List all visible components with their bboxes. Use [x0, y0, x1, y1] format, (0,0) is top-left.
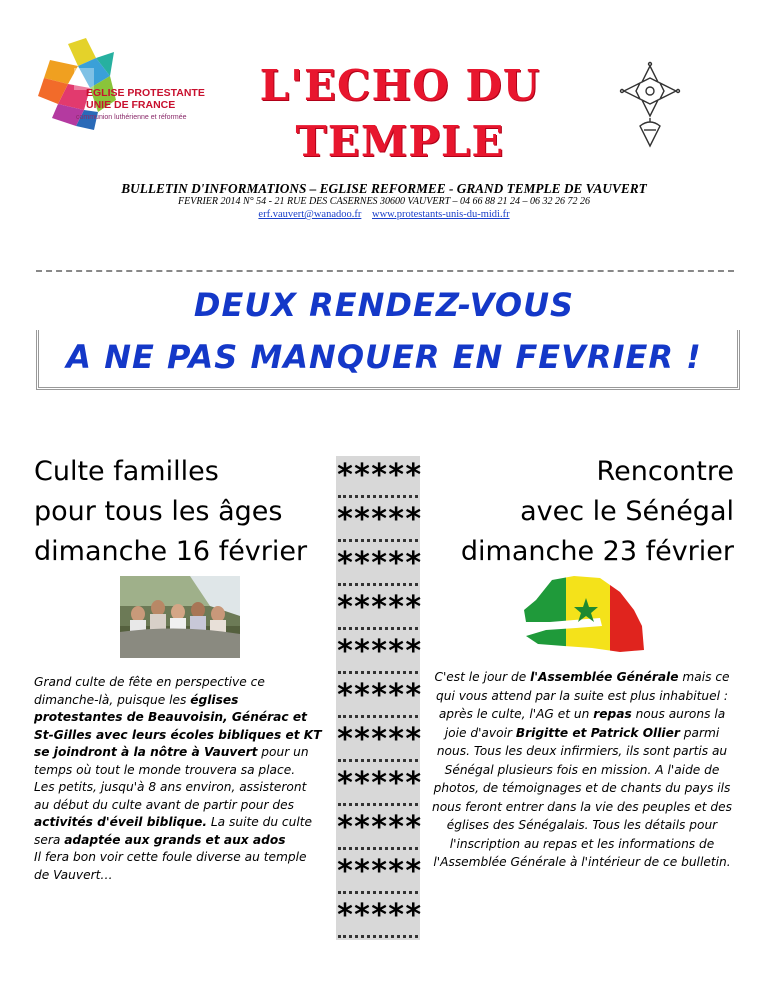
- contact-links: [30, 209, 738, 220]
- star-row: *****: [336, 544, 420, 588]
- star-row: *****: [336, 852, 420, 896]
- right-text: C'est le jour de: [434, 670, 531, 684]
- right-text: nous aurons la joie d'avoir: [444, 707, 726, 740]
- left-text: Il fera bon voir cette foule diverse au temple de Vauvert…: [34, 850, 307, 882]
- issue-info: FEVRIER 2014 N° 54 - 21 RUE DES CASERNES 30600 VAUVERT – 04 66 88 21 24 – 06 32 26 72 26: [178, 196, 590, 207]
- right-bold-text: l'Assemblée Générale: [530, 670, 679, 684]
- bulletin-subtitle: BULLETIN D'INFORMATIONS – EGLISE REFORMEE - GRAND TEMPLE DE VAUVERT: [121, 181, 647, 196]
- website-link[interactable]: www.protestants-unis-du-midi.fr: [372, 209, 510, 220]
- left-title-line2: pour tous les âges: [34, 496, 283, 527]
- right-text: mais ce qui vous attend par la suite est plus inhabituel : après le culte, l'AG et un: [436, 670, 730, 721]
- left-event-title: [34, 452, 334, 572]
- right-title-line1: Rencontre: [596, 456, 734, 487]
- right-title-line2: avec le Sénégal: [520, 496, 734, 527]
- email-link[interactable]: erf.vauvert@wanadoo.fr: [258, 209, 362, 220]
- star-row: *****: [336, 896, 420, 940]
- star-row: *****: [336, 588, 420, 632]
- left-bold-text: églises protestantes de Beauvoisin, Générac et St-Gilles avec leurs écoles bibliques et KT se joindront à la nôtre à Vauvert: [34, 692, 322, 759]
- left-text: La suite du culte sera: [34, 815, 313, 847]
- star-row: *****: [336, 500, 420, 544]
- masthead: [250, 58, 550, 170]
- church-logo: [38, 38, 228, 140]
- left-text: pour un temps où tout le monde trouvera sa place.: [34, 745, 309, 777]
- left-text: Grand culte de fête en perspective ce dimanche-là, puisque les: [34, 675, 265, 707]
- huguenot-cross-icon: [614, 60, 686, 152]
- left-bold-text: adaptée aux grands et aux ados: [64, 832, 286, 847]
- left-title-line1: Culte familles: [34, 456, 219, 487]
- logo-line1: EGLISE PROTESTANTE: [86, 87, 205, 99]
- banner-headline-1: DEUX RENDEZ-VOUS: [193, 286, 575, 324]
- left-title-line3: dimanche 16 février: [34, 536, 308, 567]
- right-title-line3: dimanche 23 février: [460, 536, 734, 567]
- star-row: *****: [336, 764, 420, 808]
- banner-headline-2: A NE PAS MANQUER EN FEVRIER !: [66, 338, 702, 376]
- star-row: *****: [336, 720, 420, 764]
- senegal-map: [516, 570, 656, 660]
- left-text: Les petits, jusqu'à 8 ans environ, assisteront au début du culte avant de partir pour des: [34, 780, 307, 812]
- masthead-line2: TEMPLE: [295, 117, 505, 166]
- star-row: *****: [336, 456, 420, 500]
- right-event-title: [430, 452, 734, 572]
- logo-line2: UNIE DE FRANCE: [86, 99, 176, 111]
- right-event-description: [430, 668, 734, 872]
- masthead-line1: L'ECHO DU: [259, 61, 541, 110]
- star-divider: [336, 456, 420, 940]
- right-bold-text: Brigitte et Patrick Ollier: [515, 725, 680, 740]
- star-row: *****: [336, 632, 420, 676]
- logo-line3: communion luthérienne et réformée: [76, 114, 187, 121]
- left-event-description: [34, 674, 324, 884]
- star-row: *****: [336, 808, 420, 852]
- right-bold-text: repas: [593, 707, 632, 721]
- left-bold-text: activités d'éveil biblique.: [34, 815, 207, 829]
- right-text: parmi nous. Tous les deux infirmiers, ils sont partis au Sénégal plusieurs fois en mission. A l'aide de photos, de témoignages et de chants du pays ils nous feront entrer dans la vie des peuples et des églises des Sénégalais. Tous les détails pour l'inscription au repas et les informations de l'Assemblée Générale à l'intérieur de ce bulletin.: [431, 725, 732, 869]
- children-photo: [120, 576, 240, 658]
- header-divider: [36, 270, 734, 272]
- star-row: *****: [336, 676, 420, 720]
